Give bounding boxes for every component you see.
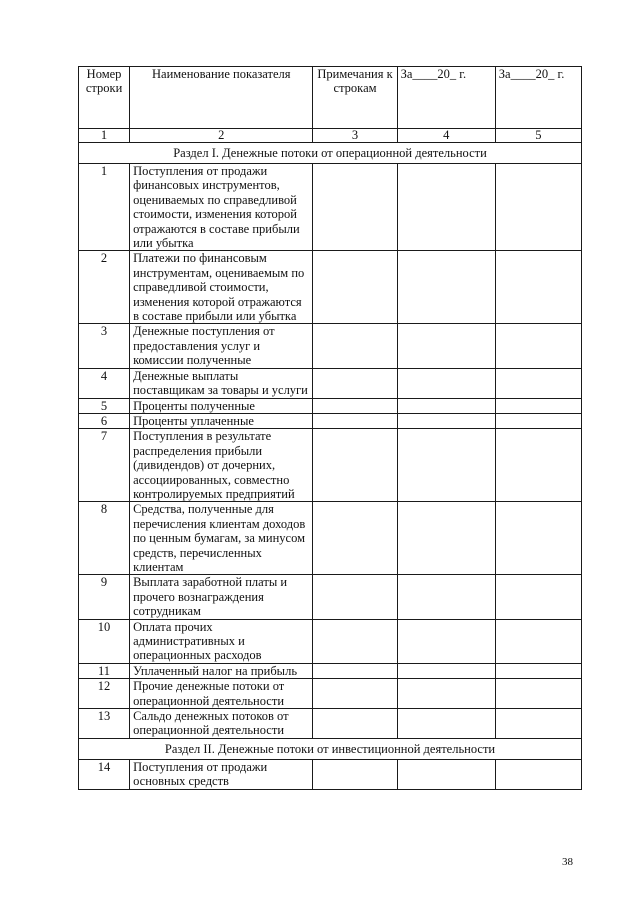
row-number-cell: 5 [79,398,130,413]
notes-cell[interactable] [313,619,397,663]
period-1-cell[interactable] [397,164,495,251]
column-number: 4 [397,129,495,143]
notes-cell[interactable] [313,324,397,368]
table-row [79,575,582,619]
notes-cell[interactable] [313,709,397,739]
notes-cell[interactable] [313,164,397,251]
period-1-cell[interactable] [397,575,495,619]
table-row [79,502,582,575]
notes-cell[interactable] [313,429,397,502]
period-1-cell[interactable] [397,709,495,739]
notes-cell[interactable] [313,679,397,709]
row-number-cell: 3 [79,324,130,368]
notes-cell[interactable] [313,251,397,324]
table-row [79,759,582,789]
period-1-cell[interactable] [397,398,495,413]
period-1-cell[interactable] [397,429,495,502]
notes-cell[interactable] [313,368,397,398]
indicator-cell: Проценты полученные [130,398,313,413]
section-title-investing: Раздел II. Денежные потоки от инвестиционной деятельности [79,738,582,759]
section-header-row [79,738,582,759]
column-numbers-row [79,129,582,143]
row-number-cell: 7 [79,429,130,502]
table-row [79,251,582,324]
period-2-cell[interactable] [495,164,581,251]
period-1-cell[interactable] [397,759,495,789]
period-1-cell[interactable] [397,324,495,368]
cash-flow-table [78,66,582,790]
indicator-cell: Прочие денежные потоки от операционной деятельности [130,679,313,709]
row-number-cell: 6 [79,413,130,428]
indicator-cell: Сальдо денежных потоков от операционной деятельности [130,709,313,739]
table-header-row [79,67,582,129]
notes-cell[interactable] [313,413,397,428]
header-row-number: Номер строки [79,67,130,129]
period-2-cell[interactable] [495,251,581,324]
notes-cell[interactable] [313,575,397,619]
page-number: 38 [562,856,573,868]
row-number-cell: 11 [79,663,130,678]
period-2-cell[interactable] [495,575,581,619]
notes-cell[interactable] [313,663,397,678]
indicator-cell: Средства, полученные для перечисления клиентам доходов по ценным бумагам, за минусом средств, перечисленных клиентам [130,502,313,575]
row-number-cell: 14 [79,759,130,789]
table-row [79,368,582,398]
indicator-cell: Денежные поступления от предоставления услуг и комиссии полученные [130,324,313,368]
column-number: 3 [313,129,397,143]
column-number: 5 [495,129,581,143]
table-row [79,663,582,678]
row-number-cell: 2 [79,251,130,324]
indicator-cell: Денежные выплаты поставщикам за товары и услуги [130,368,313,398]
header-period-1: За____20_ г. [397,67,495,129]
indicator-cell: Поступления от продажи основных средств [130,759,313,789]
period-2-cell[interactable] [495,679,581,709]
period-2-cell[interactable] [495,368,581,398]
period-1-cell[interactable] [397,663,495,678]
row-number-cell: 10 [79,619,130,663]
period-1-cell[interactable] [397,368,495,398]
period-2-cell[interactable] [495,398,581,413]
period-1-cell[interactable] [397,413,495,428]
period-2-cell[interactable] [495,663,581,678]
table-row [79,398,582,413]
header-indicator: Наименование показателя [130,67,313,129]
period-2-cell[interactable] [495,324,581,368]
period-2-cell[interactable] [495,502,581,575]
table-row [79,709,582,739]
section-header-row [79,143,582,164]
period-2-cell[interactable] [495,709,581,739]
column-number: 1 [79,129,130,143]
table-row [79,324,582,368]
header-notes: Примечания к строкам [313,67,397,129]
table-row [79,679,582,709]
period-2-cell[interactable] [495,619,581,663]
row-number-cell: 8 [79,502,130,575]
table-row [79,413,582,428]
header-period-2: За____20_ г. [495,67,581,129]
table-row [79,619,582,663]
notes-cell[interactable] [313,502,397,575]
table-row [79,164,582,251]
indicator-cell: Платежи по финансовым инструментам, оцениваемым по справедливой стоимости, изменения которой отражаются в составе прибыли или убытка [130,251,313,324]
indicator-cell: Проценты уплаченные [130,413,313,428]
notes-cell[interactable] [313,759,397,789]
row-number-cell: 9 [79,575,130,619]
period-1-cell[interactable] [397,619,495,663]
table-row [79,429,582,502]
period-2-cell[interactable] [495,759,581,789]
indicator-cell: Выплата заработной платы и прочего вознаграждения сотрудникам [130,575,313,619]
indicator-cell: Оплата прочих административных и операционных расходов [130,619,313,663]
row-number-cell: 4 [79,368,130,398]
section-title-operating: Раздел I. Денежные потоки от операционной деятельности [79,143,582,164]
indicator-cell: Уплаченный налог на прибыль [130,663,313,678]
row-number-cell: 12 [79,679,130,709]
period-1-cell[interactable] [397,502,495,575]
row-number-cell: 13 [79,709,130,739]
period-2-cell[interactable] [495,429,581,502]
period-1-cell[interactable] [397,679,495,709]
period-1-cell[interactable] [397,251,495,324]
column-number: 2 [130,129,313,143]
period-2-cell[interactable] [495,413,581,428]
indicator-cell: Поступления в результате распределения прибыли (дивидендов) от дочерних, ассоциированных, совместно контролируемых предприятий [130,429,313,502]
indicator-cell: Поступления от продажи финансовых инструментов, оцениваемых по справедливой стоимости, изменения которой отражаются в составе прибыли или убытка [130,164,313,251]
notes-cell[interactable] [313,398,397,413]
row-number-cell: 1 [79,164,130,251]
